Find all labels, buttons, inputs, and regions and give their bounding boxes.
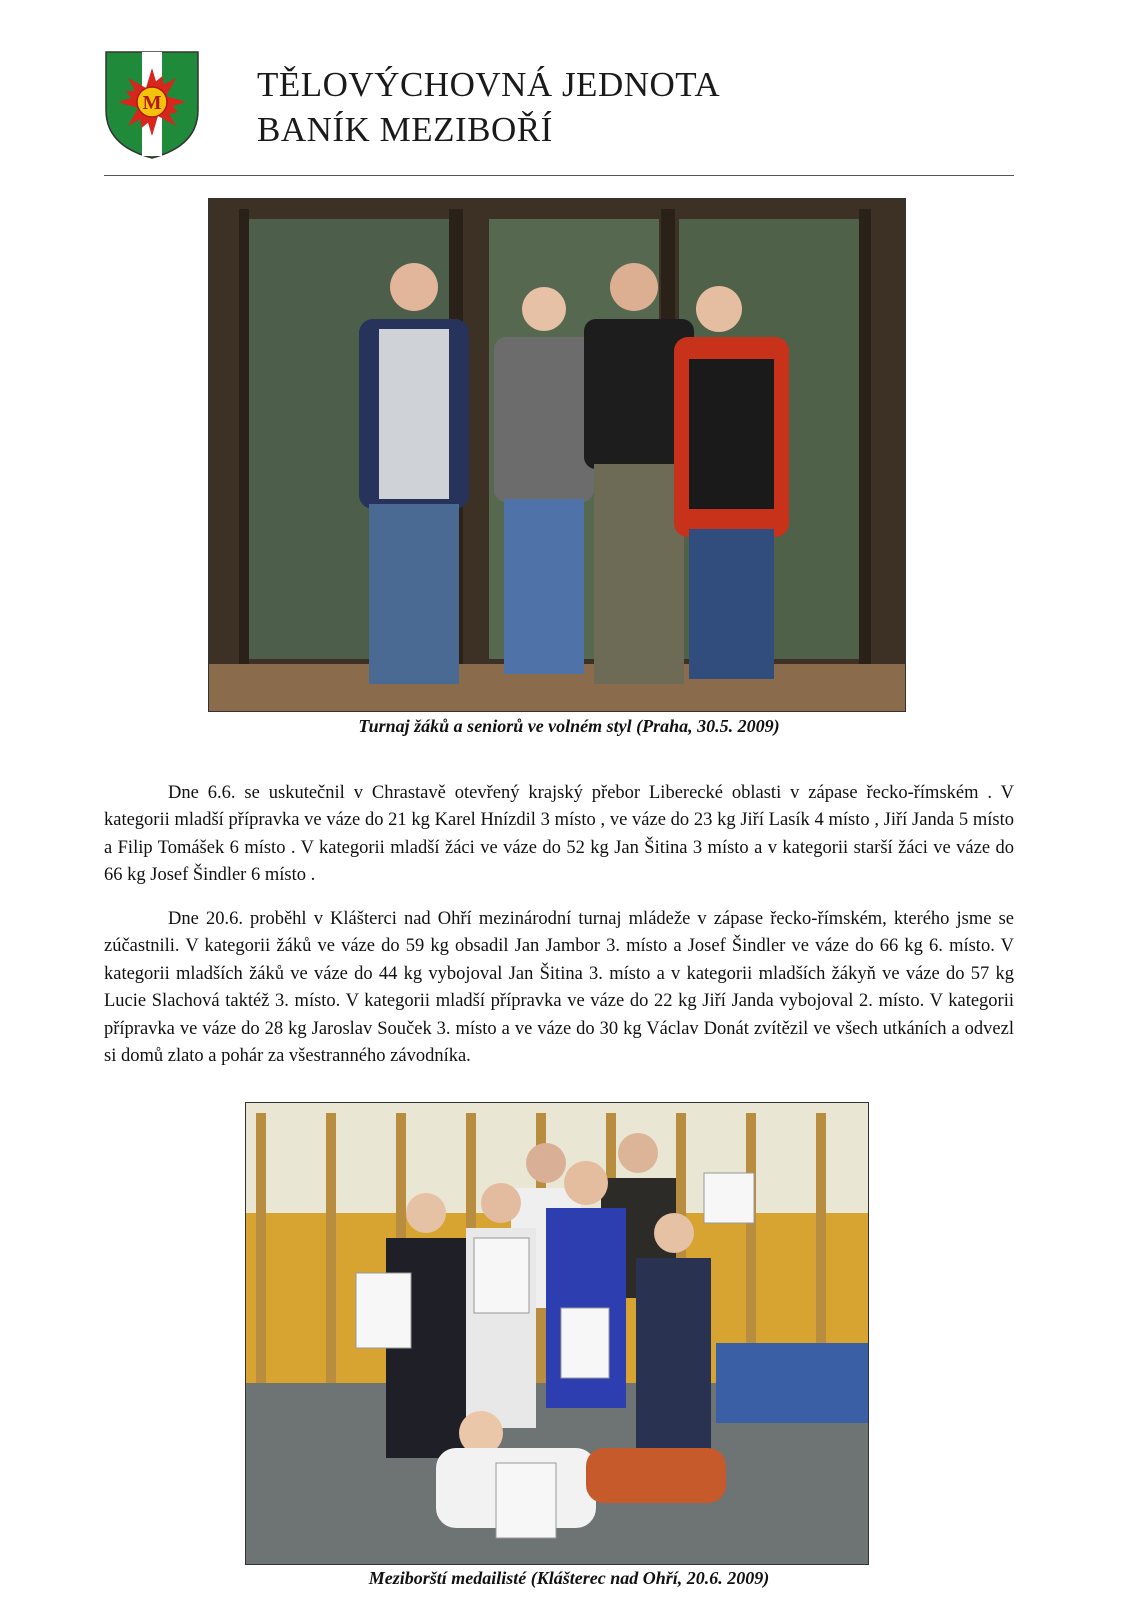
paragraph-chrastava: Dne 6.6. se uskutečnil v Chrastavě otevřený krajský přebor Liberecké oblasti v zápase řecko-římském . V kategorii mladší přípravka ve váze do 21 kg Karel Hnízdil 3 místo , ve váze do 23 kg Jiří Lasík 4 místo , Jiří Janda 5 místo a Filip Tomášek 6 místo . V kategorii mladší žáci ve váze do 52 kg Jan Šitina 3 místo a v kategorii starší žáci ve váze do 66 kg Josef Šindler 6 místo . [104,782,1014,885]
letterhead [104,50,1014,176]
organization-name [257,62,720,152]
svg-text:M: M [142,92,162,114]
medalists-photo-klasterec [245,1102,869,1565]
paragraph-klasterec: Dne 20.6. proběhl v Klášterci nad Ohří mezinárodní turnaj mládeže v zápase řecko-římském, kterého jsme se zúčastnili. V kategorii žáků ve váze do 59 kg obsadil Jan Jambor 3. místo a Josef Šindler ve váze do 66 kg 6. místo. V kategorii mladších žáků ve váze do 44 kg vybojoval Jan Šitina 3. místo a v kategorii mladších žákyň ve váze do 57 kg Lucie Slachová taktéž 3. místo. V kategorii mladší přípravka ve váze do 22 kg Jiří Janda vybojoval 2. místo. V kategorii přípravka ve váze do 28 kg Jaroslav Souček 3. místo a ve váze do 30 kg Václav Donát zvítězil ve všech utkáních a odvezl si domů zlato a pohár za všestranného závodníka. [104,908,1014,1066]
club-crest-icon [104,50,200,160]
org-title-line2: BANÍK MEZIBOŘÍ [257,110,553,149]
team-photo-praha [208,198,906,712]
org-title-line1: TĚLOVÝCHOVNÁ JEDNOTA [257,65,721,104]
photo2-caption: Meziborští medailisté (Klášterec nad Ohří, 20.6. 2009) [368,1568,770,1588]
header-divider [104,175,1014,176]
photo1-caption: Turnaj žáků a seniorů ve volném styl (Praha, 30.5. 2009) [358,716,780,736]
